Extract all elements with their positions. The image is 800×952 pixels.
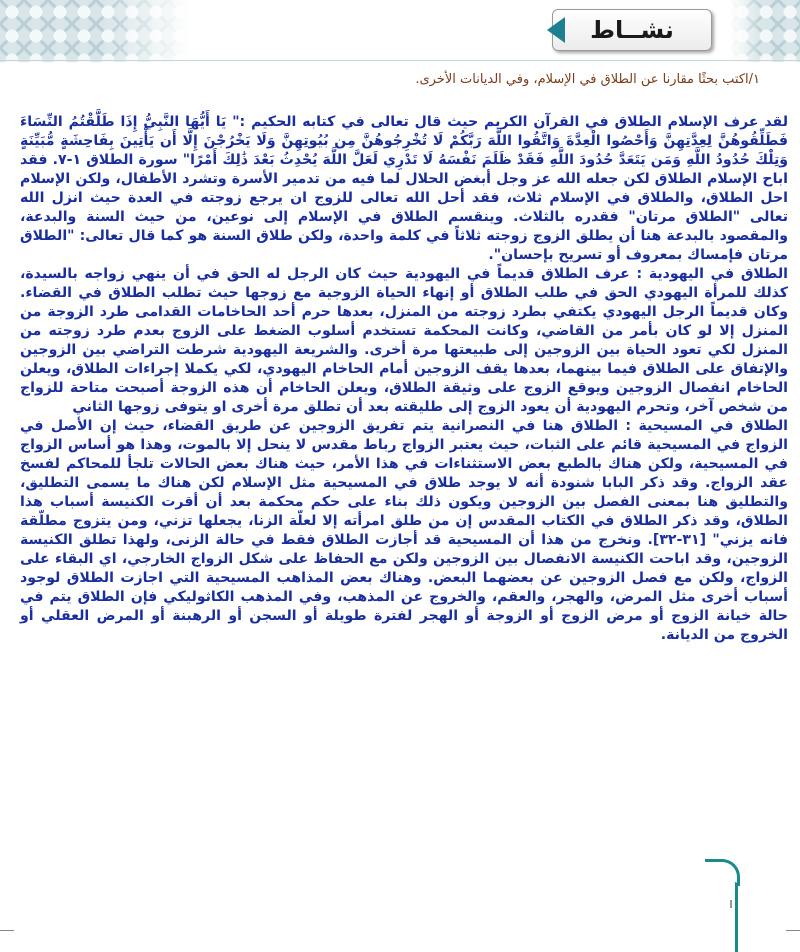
paragraph-christianity: الطلاق في المسيحية : الطلاق هنا في النصرانية يتم تفريق الزوجين عن طريق القضاء، حيث إن الأصل في الزواج في المسيحية قائم على الثبات، حيث يعتبر الزواج رباط مقدس لا ينحل إلا بالموت، وهذا هو أساس الزواج في المسيحية، ولكن هناك بالطبع بعض الاستثناءات في هذا الأمر، حيث هناك بعض الحالات تلجأ للمحاكم لفسخ عقد الزواج. وقد ذكر البابا شنودة أنه لا يوجد طلاق في المسيحية مثل الإسلام لكن هناك ما يسمى التطليق، والتطليق هنا بمعنى الفصل بين الزوجين ويكون ذلك بناء على حكم محكمة بعد أن أقرت الكنيسة أسباب هذا الطلاق، وقد ذكر الطلاق في الكتاب المقدس إن من طلق امرأته إلا لعلّة الزنا، يجعلها تزني، ومن يتزوج مطلّقة فانه يزني" [٣١-٣٢]. ونخرج من هذا أن المسيحية قد أجازت الطلاق فقط في حالة الزنى، ولهذا تطلق الكنيسة الزوجين، وقد اباحت الكنيسة الانفصال بين الزوجين ولكن مع الحفاظ على شكل الزواج الخارجي، اي البقاء على الزواج، ولكن مع فصل الزوجين عن بعضهما البعض. وهناك بعض المذاهب المسيحية التي اجازت الطلاق لوجود أسباب أخرى مثل المرض، والهجر، والعقم، والخروج عن المذهب، وفي المذهب الكاثوليكي فإن الطلاق يتم في حالة خيانة الزوج أو مرض الزوج أو الزوجة أو الهجر لفترة طويلة أو السجن أو الرهبنة أو المرض العقلي أو الخروج من الديانة. — [20, 418, 788, 643]
page-marker — [730, 900, 732, 908]
question-text: ١/اكتب بحثًا مقارنا عن الطلاق في الإسلام، وفي الديانات الأخرى. — [415, 72, 760, 87]
activity-arrow-icon — [547, 17, 565, 43]
paragraph-judaism: الطلاق في اليهودية : عرف الطلاق قديماً في اليهودية حيث كان الرجل له الحق في أن ينهي زواجه بالسيدة، كذلك للمرأة اليهودي الحق في طلب الطلاق أو إنهاء الحياة الزوجية مع زوجها حيث تطلب الطلاق في القضاء. وكان قديماً الرجل اليهودي يكتفي بطرد زوجته من المنزل، بعدها حرم أحد الحاخامات القدامى طرد الزوجة من المنزل إلا لو كان بأمر من القاضي، وكانت المحكمة تستخدم أسلوب الضغط على الزوج بعدم طرد زوجته من المنزل لكي تعود الحياة بين الزوجين إلى طبيعتها مرة أخرى. والشريعة اليهودية شرطت التراضي بين الزوجين والإتفاق على الطلاق فيما بينهما، بعدها يقف الزوجين أمام الحاخام اليهودي، لكي يكملا إجراءات الطلاق، ويعلن الحاخام انفصال الزوجين ويوقع الزوج على وثيقة الطلاق، ويعلن الحاخام أن هذه الزوجة أصبحت متاحة للزواج من شخص آخر، وتحرم اليهودية أن يعود الزوج إلى طليقته بعد أن تطلق مرة أخرى او يتوفى زوجها الثاني — [20, 266, 788, 415]
header-pattern-right — [730, 0, 800, 62]
activity-title: نشــاط — [590, 16, 674, 44]
paragraph-islam: لقد عرف الإسلام الطلاق في القرآن الكريم حيث قال تعالى في كتابه الحكيم :" يَا أَيُّهَا النَّبِيُّ إِذَا طَلَّقْتُمُ النِّسَاءَ فَطَلِّقُوهُنَّ لِعِدَّتِهِنَّ وَأَحْصُوا الْعِدَّةَ وَاتَّقُوا اللَّهَ رَبَّكُمْ لَا تُخْرِجُوهُنَّ مِن بُيُوتِهِنَّ وَلَا يَخْرُجْنَ إِلَّا أَن يَأْتِينَ بِفَاحِشَةٍ مُّبَيِّنَةٍ وَتِلْكَ حُدُودُ اللَّهِ وَمَن يَتَعَدَّ حُدُودَ اللَّهِ فَقَدْ ظَلَمَ نَفْسَهُ لَا تَدْرِي لَعَلَّ اللَّهَ يُحْدِثُ بَعْدَ ذَٰلِكَ أَمْرًا" سورة الطلاق ١-٧. فقد اباح الإسلام الطلاق لكن جعله الله عز وجل أبغض الحلال لما فيه من تدمير الأسرة وتشرد الأطفال، ولكن الإسلام احل الطلاق، والطلاق في الإسلام ثلاث، فقد أحل الله تعالى للزوج ان يرجع زوجته في العدة حيث انزل الله تعالى "الطلاق مرتان" فقدره بالثلاث. وينقسم الطلاق في الإسلام إلى نوعين، من حيث السنة والبدعة، والمقصود بالبدعة هنا أن يطلق الزوج زوجته ثلاثاً في كلمة واحدة، ولكن طلاق السنة هو كما قال تعالى: "الطلاق مرتان فإمساك بمعروف أو تسريح بإحسان". — [20, 114, 788, 263]
activity-tab — [552, 9, 712, 51]
article-body — [20, 113, 788, 645]
crop-mark-left — [0, 930, 14, 931]
crop-mark-right — [786, 930, 800, 931]
header-divider — [0, 60, 800, 61]
page-corner-line — [735, 882, 738, 952]
header-pattern-left — [0, 0, 190, 62]
